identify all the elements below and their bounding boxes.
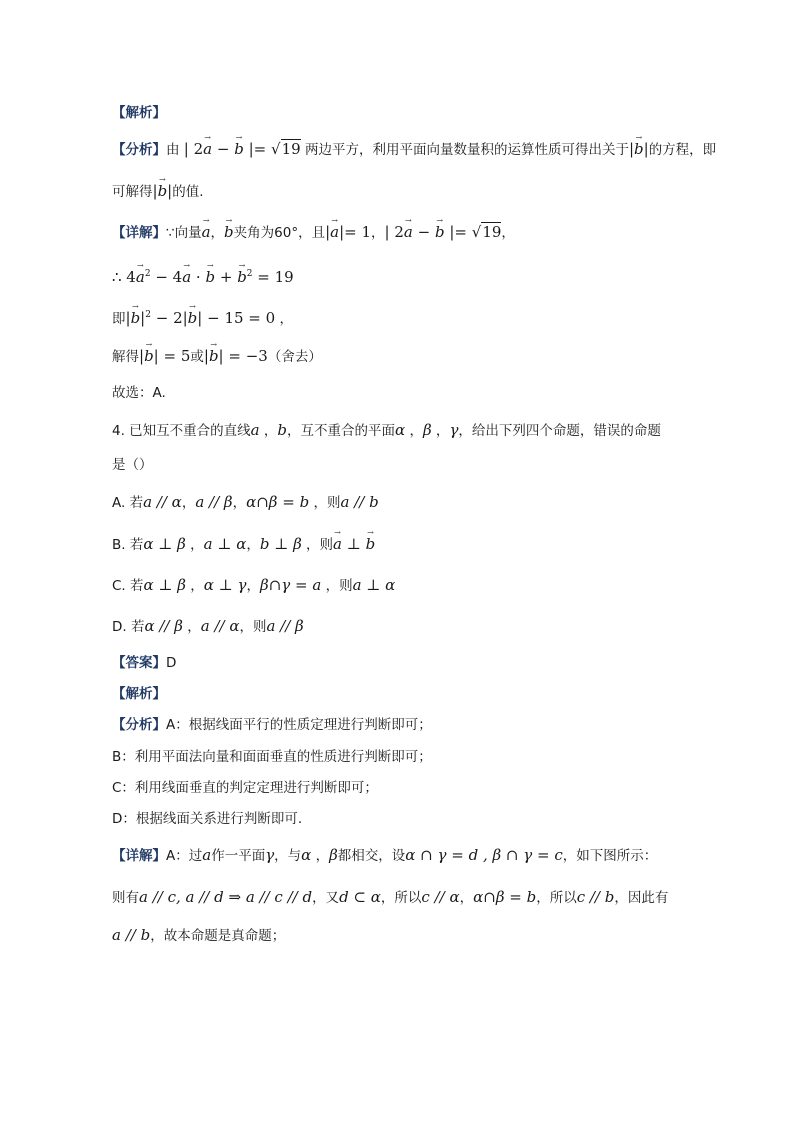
text: ，如下图所示： xyxy=(562,848,658,864)
formula: | 2→ a − → b |= √19 xyxy=(385,223,502,241)
formula: |→ $b|^2 - 2|\to b| - 15 = 0$ xyxy=(126,309,276,327)
text: 都相交，设 xyxy=(337,848,406,864)
formula: |→ b| xyxy=(629,140,649,158)
text: B. 若 xyxy=(112,537,144,553)
equation-line: ∴ $4\to a^2 - 4\to a$ · → b + → $b^2 = 19$ xyxy=(112,264,294,287)
text: ，又 xyxy=(312,890,340,906)
formula: |→ b| = 5 xyxy=(139,347,190,365)
text: ，所以 xyxy=(536,890,577,906)
text: （舍去） xyxy=(267,349,322,365)
analysis-b: B：利用平面法向量和面面垂直的性质进行判断即可； xyxy=(112,749,432,765)
text: ，因此有 xyxy=(614,890,669,906)
text: 由 xyxy=(166,142,180,158)
text: ，故本命题是真命题； xyxy=(150,928,286,944)
text: 即 xyxy=(112,311,126,327)
text: A. 若 xyxy=(112,495,144,511)
detail-paragraph: 【详解】∵向量→ a，→ b夹角为60°，且|→ a|= 1，| 2→ a − → b |= √19， xyxy=(112,222,515,243)
option-a: A. 若a // α，a // β，α∩β = b ，则a // b xyxy=(112,493,379,511)
section-heading-analysis: 【解析】 xyxy=(112,105,166,121)
text: A：过 xyxy=(166,848,203,864)
text: 4. 已知互不重合的直线 xyxy=(112,423,251,439)
text: 则 xyxy=(339,578,353,594)
analysis-d: D：根据线面关系进行判断即可. xyxy=(112,811,303,827)
option-d: D. 若α // β ，a // α，则a // β xyxy=(112,617,304,635)
analysis-paragraph xyxy=(112,139,716,160)
text: 夹角为60°，且 xyxy=(233,225,326,241)
answer-value: D xyxy=(166,655,177,671)
question-stem: 4. 已知互不重合的直线a ，b，互不重合的平面α ，β ，γ，给出下列四个命题，错误的命题 xyxy=(112,421,661,439)
text: D. 若 xyxy=(112,619,145,635)
formula: |→ b| xyxy=(153,182,173,200)
detail-paragraph-2-cont: 则有a // c, a // d ⇒ a // c // d，又d ⊂ α，所以c // α，α∩β = b，所以c // b，因此有 xyxy=(112,888,669,906)
text: ，所以 xyxy=(380,890,422,906)
analysis-a xyxy=(112,715,432,735)
analysis-c: C：利用线面垂直的判定定理进行判断即可； xyxy=(112,780,378,796)
text: 则 xyxy=(319,537,334,553)
text: ， xyxy=(210,225,225,241)
text: 的值. xyxy=(172,184,204,200)
text: 则 xyxy=(326,495,341,511)
detail-tag: 【详解】 xyxy=(112,848,166,864)
formula: → b xyxy=(224,222,234,242)
text: 或 xyxy=(190,349,204,365)
answer-line xyxy=(112,653,176,673)
text: 的方程，即 xyxy=(648,142,717,158)
choice-line: 故选：A. xyxy=(112,385,166,401)
text: ，互不重合的平面 xyxy=(287,423,396,439)
value: 19 xyxy=(274,268,294,286)
formula: |→ a|= 1 xyxy=(325,223,371,241)
question-stem-cont: 是（） xyxy=(112,457,153,473)
formula: |→ b| = −3 xyxy=(204,347,268,365)
detail-tag: 【详解】 xyxy=(112,225,166,241)
text: ，与 xyxy=(274,848,302,864)
solution-line xyxy=(112,346,322,367)
equation-line: 即|→ $b|^2 - 2|\to b| - 15 = 0$ ， xyxy=(112,305,293,329)
detail-paragraph-2: 【详解】A：过a作一平面γ，与α ，β都相交，设α ∩ γ = d , β ∩ γ = c，如下图所示： xyxy=(112,846,658,864)
formula: → a xyxy=(202,222,211,242)
analysis-paragraph-cont xyxy=(112,181,204,202)
text: ，给出下列四个命题，错误的命题 xyxy=(458,423,661,439)
text: A：根据线面平行的性质定理进行判断即可； xyxy=(166,717,432,733)
analysis-tag: 【分析】 xyxy=(112,142,166,158)
section-heading-analysis: 【解析】 xyxy=(112,686,166,702)
text: ， xyxy=(371,225,385,241)
text: ∵向量 xyxy=(166,225,202,241)
text: 则有 xyxy=(112,890,139,906)
option-b: B. 若α ⊥ β ，a ⊥ α，b ⊥ β ，则→ a ⊥ → b xyxy=(112,534,375,555)
text: 则 xyxy=(252,619,267,635)
text: 两边平方，利用平面向量数量积的运算性质可得出关于 xyxy=(304,142,629,158)
text: 可解得 xyxy=(112,184,153,200)
analysis-tag: 【分析】 xyxy=(112,717,166,733)
text: C. 若 xyxy=(112,578,144,594)
text: 解得 xyxy=(112,349,139,365)
option-c: C. 若α ⊥ β ，α ⊥ γ，β∩γ = a ，则a ⊥ α xyxy=(112,576,396,594)
text: 作一平面 xyxy=(211,848,266,864)
formula: | 2→ a − → b |= √19 xyxy=(184,140,301,158)
answer-tag: 【答案】 xyxy=(112,655,166,671)
detail-paragraph-2-end: a // b，故本命题是真命题； xyxy=(112,926,286,944)
